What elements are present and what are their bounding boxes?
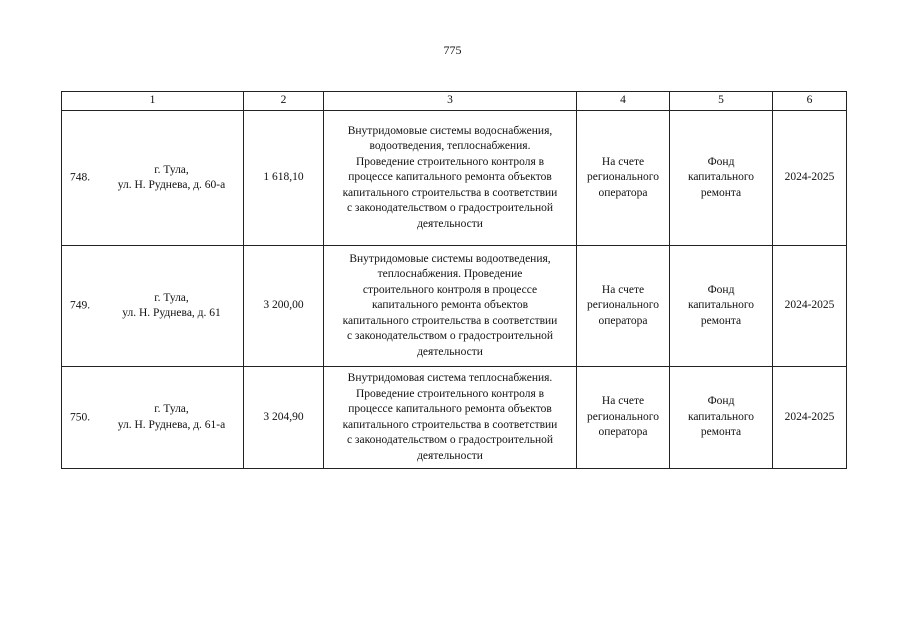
- table-row: [62, 367, 847, 469]
- address-cell: [62, 246, 244, 367]
- description-cell: Внутридомовая система теплоснабжения. Проведение строительного контроля в процессе капитального ремонта объектов капитального строительства в соответствии с законодательством о градостроительной деятельности: [324, 367, 577, 469]
- period-cell: 2024-2025: [773, 111, 847, 246]
- page-number: 775: [443, 43, 462, 57]
- column-header: 6: [773, 92, 847, 111]
- cost-cell: 3 204,90: [244, 367, 324, 469]
- column-header: 5: [670, 92, 773, 111]
- source-cell: Фонд капитального ремонта: [670, 246, 773, 367]
- description-cell: Внутридомовые системы водоотведения, теплоснабжения. Проведение строительного контроля в процессе капитального ремонта объектов капитального строительства в соответствии с законодательством о градостроительной деятельности: [324, 246, 577, 367]
- address-cell: [62, 111, 244, 246]
- period-cell: 2024-2025: [773, 246, 847, 367]
- cost-cell: 3 200,00: [244, 246, 324, 367]
- column-header: 3: [324, 92, 577, 111]
- account-cell: На счете регионального оператора: [577, 111, 670, 246]
- address-text: г. Тула, ул. Н. Руднева, д. 60-а: [117, 163, 226, 191]
- cost-cell: 1 618,10: [244, 111, 324, 246]
- source-cell: Фонд капитального ремонта: [670, 111, 773, 246]
- works-table: [61, 91, 847, 469]
- column-header: 4: [577, 92, 670, 111]
- address-text: г. Тула, ул. Н. Руднева, д. 61: [122, 291, 221, 319]
- address-cell: [62, 367, 244, 469]
- account-cell: На счете регионального оператора: [577, 367, 670, 469]
- column-header: 2: [244, 92, 324, 111]
- row-number: 748.: [70, 171, 91, 184]
- row-number: 749.: [70, 299, 91, 312]
- description-cell: Внутридомовые системы водоснабжения, водоотведения, теплоснабжения. Проведение строительного контроля в процессе капитального ремонта объектов капитального строительства в соответствии с законодательством о градостроительной деятельности: [324, 111, 577, 246]
- table-row: [62, 111, 847, 246]
- table-header-row: [62, 92, 847, 111]
- table-row: [62, 246, 847, 367]
- row-number: 750.: [70, 410, 91, 423]
- column-header: 1: [62, 92, 244, 111]
- period-cell: 2024-2025: [773, 367, 847, 469]
- account-cell: На счете регионального оператора: [577, 246, 670, 367]
- source-cell: Фонд капитального ремонта: [670, 367, 773, 469]
- address-text: г. Тула, ул. Н. Руднева, д. 61-а: [117, 403, 226, 431]
